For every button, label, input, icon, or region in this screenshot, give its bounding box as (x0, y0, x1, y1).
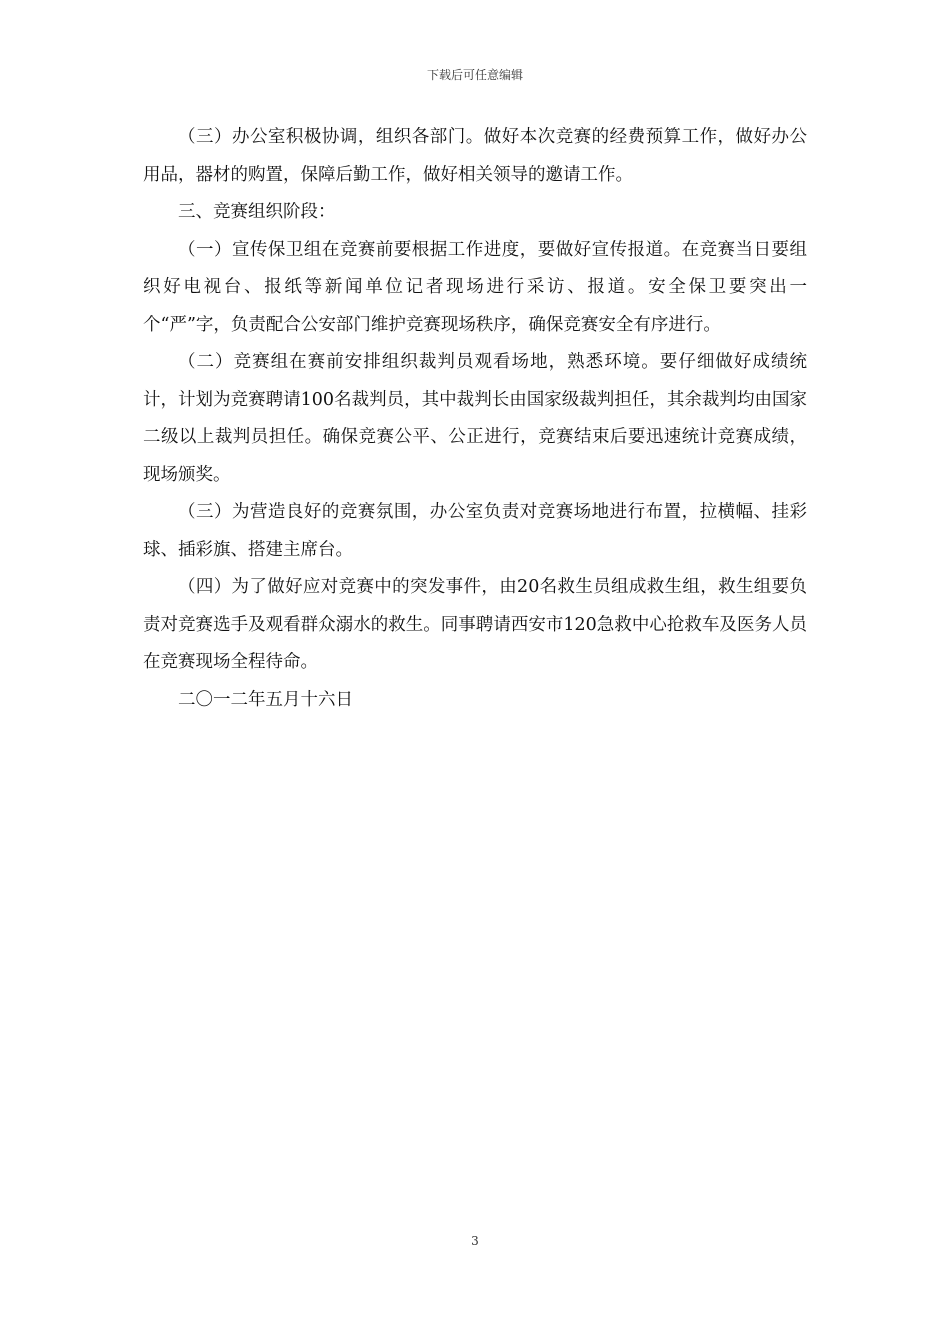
paragraph-referees: （二）竞赛组在赛前安排组织裁判员观看场地，熟悉环境。要仔细做好成绩统计，计划为竞赛聘请100名裁判员，其中裁判长由国家级裁判担任，其余裁判均由国家二级以上裁判员担任。确保竞赛公平、公正进行，竞赛结束后要迅速统计竞赛成绩，现场颁奖。 (143, 352, 807, 485)
paragraph-publicity-security: （一）宣传保卫组在竞赛前要根据工作进度，要做好宣传报道。在竞赛当日要组织好电视台、报纸等新闻单位记者现场进行采访、报道。安全保卫要突出一个“严”字，负责配合公安部门维护竞赛现场秩序，确保竞赛安全有序进行。 (143, 239, 807, 335)
paragraph-venue-decoration: （三）为营造良好的竞赛氛围，办公室负责对竞赛场地进行布置，拉横幅、挂彩球、插彩旗、搭建主席台。 (143, 502, 807, 560)
document-body (143, 119, 807, 719)
section-heading-competition-stage: 三、竞赛组织阶段： (178, 202, 336, 222)
page-header: 下载后可任意编辑 (426, 68, 523, 82)
paragraph-lifeguards: （四）为了做好应对竞赛中的突发事件，由20名救生员组成救生组，救生组要负责对竞赛选手及观看群众溺水的救生。同事聘请西安市120急救中心抢救车及医务人员在竞赛现场全程待命。 (143, 577, 807, 672)
paragraph-office-coordination: （三）办公室积极协调，组织各部门。做好本次竞赛的经费预算工作，做好办公用品，器材的购置，保障后勤工作，做好相关领导的邀请工作。 (143, 127, 807, 185)
page-number: 3 (471, 1234, 479, 1248)
document-date: 二〇一二年五月十六日 (178, 689, 353, 710)
